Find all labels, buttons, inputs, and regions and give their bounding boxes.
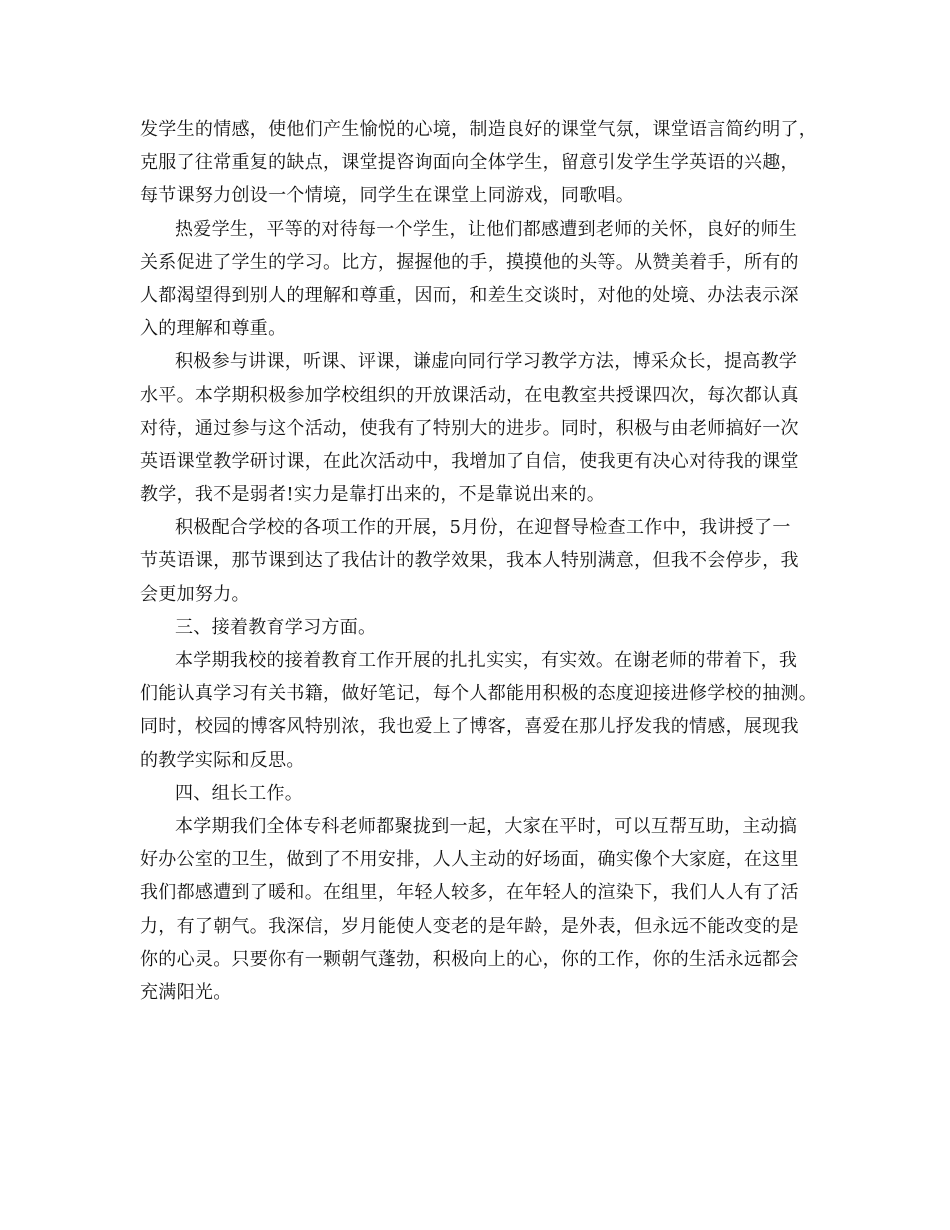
text-line: 积极配合学校的各项工作的开展，5月份，在迎督导检查工作中，我讲授了一 xyxy=(175,517,791,539)
document-body xyxy=(140,113,840,1009)
text-line: 克服了往常重复的缺点，课堂提咨询面向全体学生，留意引发学生学英语的兴趣， xyxy=(140,152,799,174)
text-line: 人都渴望得到别人的理解和尊重，因而，和差生交谈时，对他的处境、办法表示深 xyxy=(140,284,799,306)
text-line: 们能认真学习有关书籍，做好笔记，每个人都能用积极的态度迎接进修学校的抽测。 xyxy=(140,683,818,705)
text-line: 教学，我不是弱者!实力是靠打出来的，不是靠说出来的。 xyxy=(140,484,606,506)
text-line: 入的理解和尊重。 xyxy=(140,318,287,340)
text-line: 关系促进了学生的学习。比方，握握他的手，摸摸他的头等。从赞美着手，所有的 xyxy=(140,251,799,273)
text-line: 三、接着教育学习方面。 xyxy=(175,616,377,638)
text-line: 发学生的情感，使他们产生愉悦的心境，制造良好的课堂气氛，课堂语言简约明了， xyxy=(140,119,818,140)
text-line: 四、组长工作。 xyxy=(175,782,304,804)
text-line: 力，有了朝气。我深信，岁月能使人变老的是年龄，是外表，但永远不能改变的是 xyxy=(140,915,799,937)
text-line: 我们都感遭到了暖和。在组里，年轻人较多，在年轻人的渲染下，我们人人有了活 xyxy=(140,882,799,904)
text-line: 水平。本学期积极参加学校组织的开放课活动，在电教室共授课四次，每次都认真 xyxy=(140,384,799,406)
text-line: 英语课堂教学研讨课，在此次活动中，我增加了自信，使我更有决心对待我的课堂 xyxy=(140,450,799,472)
text-line: 积极参与讲课，听课、评课，谦虚向同行学习教学方法，博采众长，提高教学 xyxy=(175,351,798,373)
text-line: 充满阳光。 xyxy=(140,981,232,1003)
text-line: 的教学实际和反思。 xyxy=(140,749,305,771)
text-line: 本学期我校的接着教育工作开展的扎扎实实，有实效。在谢老师的带着下，我 xyxy=(175,650,798,671)
text-line: 每节课努力创设一个情境，同学生在课堂上同游戏，同歌唱。 xyxy=(140,185,635,207)
text-line: 节英语课，那节课到达了我估计的教学效果，我本人特别满意，但我不会停步，我 xyxy=(140,550,799,572)
text-line: 你的心灵。只要你有一颗朝气蓬勃，积极向上的心，你的工作，你的生活永远都会 xyxy=(140,948,799,970)
text-line: 本学期我们全体专科老师都聚拢到一起，大家在平时，可以互帮互助，主动搞 xyxy=(175,815,798,837)
text-line: 对待，通过参与这个活动，使我有了特别大的进步。同时，积极与由老师搞好一次 xyxy=(140,417,799,439)
text-line: 热爱学生，平等的对待每一个学生，让他们都感遭到老师的关怀，良好的师生 xyxy=(175,218,798,240)
text-line: 好办公室的卫生，做到了不用安排，人人主动的好场面，确实像个大家庭，在这里 xyxy=(140,849,799,871)
text-line: 会更加努力。 xyxy=(140,583,250,605)
text-line: 同时，校园的博客风特别浓，我也爱上了博客，喜爱在那儿抒发我的情感，展现我 xyxy=(140,716,799,738)
